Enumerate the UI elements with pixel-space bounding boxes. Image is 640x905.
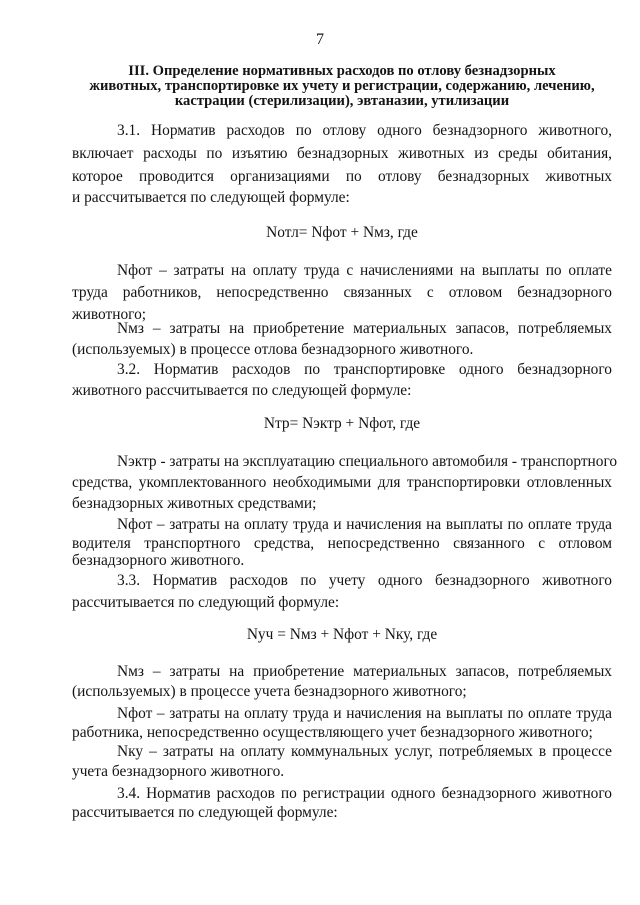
heading-line: животных, транспортировке их учету и регистрации, содержанию, лечению, bbox=[89, 78, 595, 94]
paragraph-line: 3.1. Норматив расходов по отлову одного безнадзорного животного, bbox=[117, 122, 612, 139]
paragraph-line: которое проводится организациями по отлову безнадзорных животных bbox=[72, 168, 612, 185]
paragraph-line: Nфот – затраты на оплату труда с начислениями на выплаты по оплате bbox=[117, 262, 612, 279]
formula: Nтр= Nэктр + Nфот, где bbox=[263, 415, 421, 432]
heading-line: кастрации (стерилизации), эвтаназии, утилизации bbox=[174, 93, 510, 109]
paragraph-line: животного; bbox=[72, 306, 147, 323]
paragraph-line: учета безнадзорного животного. bbox=[72, 763, 285, 780]
paragraph-line: Nку – затраты на оплату коммунальных услуг, потребляемых в процессе bbox=[117, 743, 612, 760]
paragraph-line: (используемых) в процессе отлова безнадзорного животного. bbox=[72, 341, 474, 358]
paragraph-line: безнадзорного животного. bbox=[72, 552, 245, 569]
paragraph-line: безнадзорных животных средствами; bbox=[72, 495, 317, 512]
paragraph-line: животного рассчитывается по следующей формуле: bbox=[72, 382, 412, 399]
paragraph-line: рассчитывается по следующий формуле: bbox=[72, 594, 340, 611]
paragraph-line: средства, укомплектованного необходимыми для транспортировки отловленных bbox=[72, 474, 612, 491]
paragraph-line: 3.2. Норматив расходов по транспортировке одного безнадзорного bbox=[117, 361, 612, 378]
paragraph-line: 3.3. Норматив расходов по учету одного безнадзорного животного bbox=[117, 572, 612, 589]
formula: Nуч = Nмз + Nфот + Nку, где bbox=[246, 626, 438, 643]
paragraph-line: 3.4. Норматив расходов по регистрации одного безнадзорного животного bbox=[117, 785, 612, 802]
paragraph-line: рассчитывается по следующей формуле: bbox=[72, 804, 338, 821]
paragraph-line: включает расходы по изъятию безнадзорных животных из среды обитания, bbox=[72, 145, 612, 162]
paragraph-line: Nмз – затраты на приобретение материальных запасов, потребляемых bbox=[117, 320, 612, 337]
paragraph-line: Nфот – затраты на оплату труда и начисления на выплаты по оплате труда bbox=[117, 516, 612, 533]
paragraph-line: Nфот – затраты на оплату труда и начисления на выплаты по оплате труда bbox=[117, 705, 612, 722]
paragraph-line: водителя транспортного средства, непосредственно связанного с отловом bbox=[72, 535, 612, 552]
paragraph-line: (используемых) в процессе учета безнадзорного животного; bbox=[72, 683, 467, 700]
section-heading bbox=[72, 64, 612, 109]
paragraph-line: и рассчитывается по следующей формуле: bbox=[72, 189, 350, 206]
paragraph-line: труда работников, непосредственно связанных с отловом безнадзорного bbox=[72, 284, 612, 301]
heading-line: III. Определение нормативных расходов по отлову безнадзорных bbox=[128, 63, 556, 79]
paragraph-line: работника, непосредственно осуществляющего учет безнадзорного животного; bbox=[72, 724, 593, 741]
paragraph-line: Nэктр - затраты на эксплуатацию специального автомобиля - транспортного bbox=[117, 453, 618, 470]
paragraph-line: Nмз – затраты на приобретение материальных запасов, потребляемых bbox=[117, 663, 612, 680]
formula: Nотл= Nфот + Nмз, где bbox=[266, 224, 418, 241]
page-number: 7 bbox=[316, 31, 324, 48]
